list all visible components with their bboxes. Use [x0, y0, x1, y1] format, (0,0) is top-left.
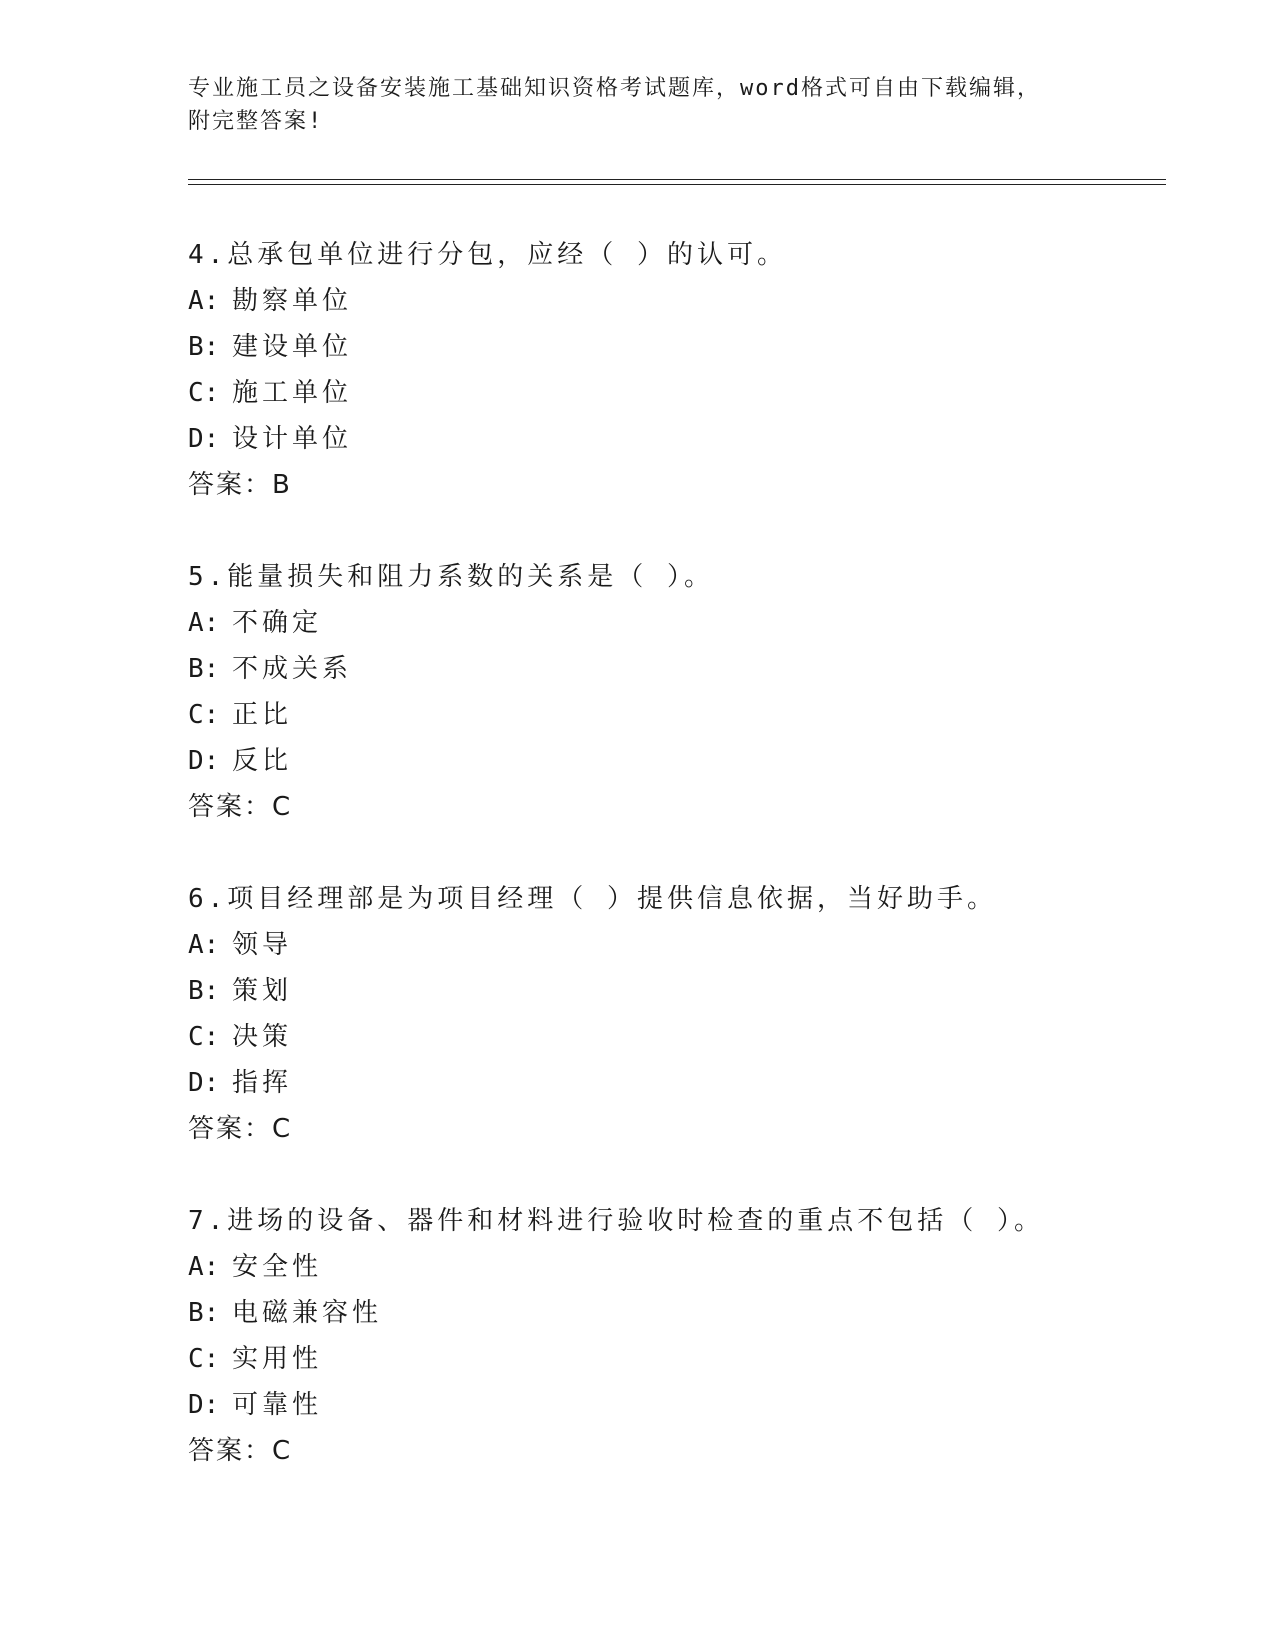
answer-line	[188, 784, 1168, 830]
option-text: 电磁兼容性	[232, 1298, 383, 1328]
answer-line	[188, 1428, 1168, 1474]
option-b	[188, 968, 1168, 1014]
option-key: B:	[188, 332, 220, 362]
option-a	[188, 600, 1168, 646]
option-key: B:	[188, 654, 220, 684]
option-a	[188, 922, 1168, 968]
option-key: A:	[188, 286, 220, 316]
option-text: 建设单位	[232, 332, 353, 362]
question-block	[188, 876, 1168, 1152]
option-key: D:	[188, 746, 220, 776]
option-a	[188, 278, 1168, 324]
option-text: 实用性	[232, 1344, 323, 1374]
option-key: C:	[188, 700, 220, 730]
header-divider-top	[188, 179, 1166, 180]
option-key: A:	[188, 930, 220, 960]
answer-value: C	[272, 1114, 293, 1144]
option-text: 安全性	[232, 1252, 323, 1282]
question-block	[188, 1198, 1168, 1474]
option-text: 反比	[232, 746, 293, 776]
option-b	[188, 646, 1168, 692]
question-stem: 6.项目经理部是为项目经理（ ）提供信息依据，当好助手。	[188, 884, 997, 914]
option-key: D:	[188, 424, 220, 454]
option-key: C:	[188, 1344, 220, 1374]
option-key: C:	[188, 378, 220, 408]
option-text: 正比	[232, 700, 293, 730]
option-text: 勘察单位	[232, 286, 353, 316]
question-block	[188, 554, 1168, 830]
option-key: B:	[188, 976, 220, 1006]
option-d	[188, 416, 1168, 462]
option-text: 不确定	[232, 608, 323, 638]
option-d	[188, 1060, 1168, 1106]
option-text: 施工单位	[232, 378, 353, 408]
answer-label: 答案：	[188, 470, 273, 500]
answer-label: 答案：	[188, 1436, 273, 1466]
option-a	[188, 1244, 1168, 1290]
answer-line	[188, 1106, 1168, 1152]
option-key: A:	[188, 1252, 220, 1282]
answer-label: 答案：	[188, 1114, 273, 1144]
header-line-1: 专业施工员之设备安装施工基础知识资格考试题库，word格式可自由下载编辑，	[188, 76, 1041, 101]
answer-value: C	[272, 792, 293, 822]
option-key: A:	[188, 608, 220, 638]
option-d	[188, 1382, 1168, 1428]
option-text: 不成关系	[232, 654, 353, 684]
answer-value: C	[272, 1436, 293, 1466]
option-text: 设计单位	[232, 424, 353, 454]
answer-line	[188, 462, 1168, 508]
answer-value: B	[272, 470, 292, 500]
option-key: B:	[188, 1298, 220, 1328]
option-b	[188, 324, 1168, 370]
option-text: 可靠性	[232, 1390, 323, 1420]
question-block	[188, 232, 1168, 508]
option-text: 指挥	[232, 1068, 293, 1098]
option-c	[188, 1014, 1168, 1060]
option-d	[188, 738, 1168, 784]
option-key: C:	[188, 1022, 220, 1052]
question-stem: 5.能量损失和阻力系数的关系是（ ）。	[188, 562, 714, 592]
header-line-2: 附完整答案!	[188, 109, 324, 134]
option-c	[188, 692, 1168, 738]
option-text: 领导	[232, 930, 293, 960]
answer-label: 答案：	[188, 792, 273, 822]
header-divider-bottom	[188, 184, 1166, 185]
option-b	[188, 1290, 1168, 1336]
question-stem: 7.进场的设备、器件和材料进行验收时检查的重点不包括（ ）。	[188, 1206, 1044, 1236]
option-text: 策划	[232, 976, 293, 1006]
option-c	[188, 1336, 1168, 1382]
option-text: 决策	[232, 1022, 293, 1052]
option-key: D:	[188, 1390, 220, 1420]
document-header	[188, 72, 1068, 138]
question-stem: 4.总承包单位进行分包，应经（ ）的认可。	[188, 240, 787, 270]
option-c	[188, 370, 1168, 416]
option-key: D:	[188, 1068, 220, 1098]
